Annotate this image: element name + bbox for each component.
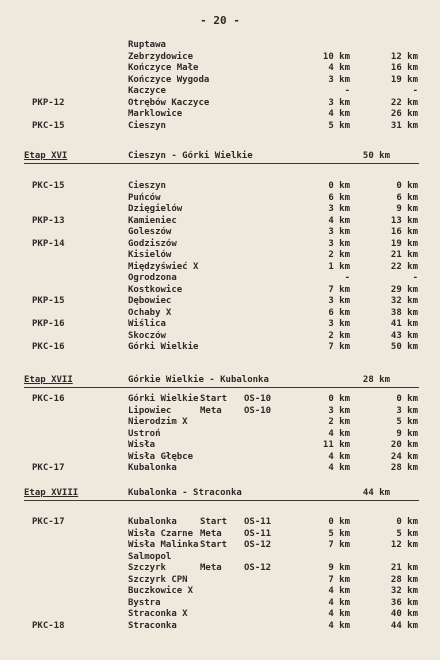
place-name: Kubalonka bbox=[128, 517, 177, 527]
itinerary-row bbox=[0, 452, 440, 463]
segment-distance: 6 km bbox=[328, 192, 350, 203]
place-name: Międzyświeć X bbox=[128, 261, 199, 272]
stage-rule bbox=[24, 387, 419, 388]
stage-label: Etap XVIII bbox=[24, 488, 79, 498]
segment-distance: 7 km bbox=[328, 574, 350, 585]
place-name: Ochaby X bbox=[128, 307, 172, 318]
segment-distance: 4 km bbox=[328, 597, 350, 608]
place-name: Otrębów Kaczyce bbox=[128, 97, 210, 108]
place-name: Goleszów bbox=[128, 227, 172, 237]
segment-distance: 2 km bbox=[328, 417, 350, 427]
segment-distance: 11 km bbox=[322, 440, 350, 450]
stage-route: Cieszyn - Górki Wielkie bbox=[128, 151, 253, 161]
segment-distance: 3 km bbox=[328, 204, 350, 214]
itinerary-row bbox=[0, 285, 440, 296]
stage-route: Kubalonka - Straconka bbox=[128, 488, 242, 498]
stage-marker: Start bbox=[200, 540, 228, 550]
special-stage-code: OS-12 bbox=[244, 563, 272, 573]
stage-marker: Start bbox=[200, 394, 228, 404]
stage-route: Górkie Wielkie - Kubalonka bbox=[128, 375, 269, 385]
place-name: Ustroń bbox=[128, 428, 161, 439]
segment-distance: 6 km bbox=[328, 307, 350, 318]
itinerary-row bbox=[0, 109, 440, 120]
cumulative-distance: 13 km bbox=[390, 215, 418, 226]
segment-distance: 4 km bbox=[328, 620, 350, 631]
itinerary-row bbox=[0, 575, 440, 586]
place-name: Kończyce Wygoda bbox=[128, 74, 210, 85]
cumulative-distance: 6 km bbox=[396, 192, 418, 203]
stage-header bbox=[0, 150, 440, 162]
checkpoint-code: PKC-15 bbox=[32, 120, 65, 131]
cumulative-distance: 5 km bbox=[396, 528, 418, 539]
segment-distance: 3 km bbox=[328, 97, 350, 108]
segment-distance: 2 km bbox=[328, 250, 350, 260]
stage-rule bbox=[24, 163, 419, 164]
segment-distance: - bbox=[344, 86, 350, 96]
itinerary-row bbox=[0, 273, 440, 284]
itinerary-row bbox=[0, 586, 440, 597]
cumulative-distance: 0 km bbox=[396, 394, 418, 404]
itinerary-row bbox=[0, 227, 440, 238]
segment-distance: 4 km bbox=[328, 109, 350, 119]
cumulative-distance: 16 km bbox=[390, 227, 418, 237]
cumulative-distance: 21 km bbox=[390, 563, 418, 573]
place-name: Buczkowice X bbox=[128, 586, 194, 596]
segment-distance: 5 km bbox=[328, 120, 350, 131]
segment-distance: 1 km bbox=[328, 261, 350, 272]
place-name: Dzięgielów bbox=[128, 204, 183, 214]
itinerary-row bbox=[0, 63, 440, 74]
cumulative-distance: 50 km bbox=[390, 342, 418, 352]
itinerary-row bbox=[0, 193, 440, 204]
place-name: Godziszów bbox=[128, 238, 177, 249]
place-name: Kaczyce bbox=[128, 86, 166, 96]
stage-marker: Start bbox=[200, 517, 228, 527]
segment-distance: 3 km bbox=[328, 238, 350, 249]
special-stage-code: OS-11 bbox=[244, 517, 272, 527]
itinerary-row bbox=[0, 342, 440, 353]
stage-marker: Meta bbox=[200, 563, 222, 573]
stage-label: Etap XVII bbox=[24, 375, 73, 385]
cumulative-distance: 21 km bbox=[390, 250, 418, 260]
itinerary-row bbox=[0, 563, 440, 574]
cumulative-distance: 40 km bbox=[390, 609, 418, 619]
checkpoint-code: PKP-12 bbox=[32, 97, 65, 108]
segment-distance: 4 km bbox=[328, 609, 350, 619]
cumulative-distance: 22 km bbox=[390, 261, 418, 272]
segment-distance: 3 km bbox=[328, 296, 350, 306]
page-number: - 20 - bbox=[200, 14, 240, 27]
place-name: Dębowiec bbox=[128, 296, 172, 306]
checkpoint-code: PKC-16 bbox=[32, 394, 65, 404]
itinerary-row bbox=[0, 429, 440, 440]
segment-distance: 3 km bbox=[328, 74, 350, 85]
cumulative-distance: 12 km bbox=[390, 51, 418, 62]
stage-length: 28 km bbox=[362, 375, 390, 385]
itinerary-row bbox=[0, 308, 440, 319]
segment-distance: 4 km bbox=[328, 63, 350, 73]
cumulative-distance: - bbox=[412, 86, 418, 96]
checkpoint-code: PKP-15 bbox=[32, 296, 65, 306]
place-name: Cieszyn bbox=[128, 120, 166, 131]
special-stage-code: OS-10 bbox=[244, 405, 272, 416]
cumulative-distance: 43 km bbox=[390, 330, 418, 341]
itinerary-row bbox=[0, 598, 440, 609]
place-name: Kostkowice bbox=[128, 284, 183, 295]
checkpoint-code: PKC-15 bbox=[32, 181, 65, 191]
place-name: Górki Wielkie bbox=[128, 394, 199, 404]
segment-distance: 3 km bbox=[328, 227, 350, 237]
place-name: Kisielów bbox=[128, 250, 172, 260]
checkpoint-code: PKC-16 bbox=[32, 342, 65, 352]
stage-marker: Meta bbox=[200, 405, 222, 416]
cumulative-distance: 12 km bbox=[390, 540, 418, 550]
cumulative-distance: 28 km bbox=[390, 574, 418, 585]
place-name: Nierodzim X bbox=[128, 417, 188, 427]
itinerary-row bbox=[0, 540, 440, 551]
checkpoint-code: PKC-17 bbox=[32, 463, 65, 473]
itinerary-row bbox=[0, 204, 440, 215]
place-name: Wisła Czarne bbox=[128, 528, 194, 539]
itinerary-row bbox=[0, 216, 440, 227]
itinerary-row bbox=[0, 394, 440, 405]
cumulative-distance: 31 km bbox=[390, 120, 418, 131]
cumulative-distance: 36 km bbox=[390, 597, 418, 608]
itinerary-row bbox=[0, 98, 440, 109]
segment-distance: 0 km bbox=[328, 181, 350, 191]
cumulative-distance: 3 km bbox=[396, 405, 418, 416]
checkpoint-code: PKP-13 bbox=[32, 215, 65, 226]
itinerary-row bbox=[0, 529, 440, 540]
stage-marker: Meta bbox=[200, 528, 222, 539]
itinerary-row bbox=[0, 331, 440, 342]
place-name: Wisła Malinka bbox=[128, 540, 199, 550]
stage-label: Etap XVI bbox=[24, 151, 68, 161]
stage-length: 50 km bbox=[362, 151, 390, 161]
cumulative-distance: 28 km bbox=[390, 463, 418, 473]
place-name: Salmopol bbox=[128, 551, 172, 562]
segment-distance: - bbox=[344, 273, 350, 283]
segment-distance: 5 km bbox=[328, 528, 350, 539]
segment-distance: 9 km bbox=[328, 563, 350, 573]
place-name: Wiślica bbox=[128, 319, 166, 329]
place-name: Puńców bbox=[128, 192, 161, 203]
segment-distance: 10 km bbox=[322, 51, 350, 62]
checkpoint-code: PKC-18 bbox=[32, 620, 65, 631]
segment-distance: 4 km bbox=[328, 215, 350, 226]
itinerary-row bbox=[0, 517, 440, 528]
checkpoint-code: PKC-17 bbox=[32, 517, 65, 527]
segment-distance: 4 km bbox=[328, 463, 350, 473]
itinerary-row bbox=[0, 406, 440, 417]
segment-distance: 7 km bbox=[328, 540, 350, 550]
itinerary-row bbox=[0, 621, 440, 632]
cumulative-distance: 5 km bbox=[396, 417, 418, 427]
itinerary-row bbox=[0, 262, 440, 273]
segment-distance: 2 km bbox=[328, 330, 350, 341]
stage-length: 44 km bbox=[362, 488, 390, 498]
cumulative-distance: 29 km bbox=[390, 284, 418, 295]
itinerary-row bbox=[0, 552, 440, 563]
place-name: Ruptawa bbox=[128, 40, 166, 50]
segment-distance: 7 km bbox=[328, 284, 350, 295]
cumulative-distance: 32 km bbox=[390, 586, 418, 596]
cumulative-distance: 22 km bbox=[390, 97, 418, 108]
place-name: Marklowice bbox=[128, 109, 183, 119]
cumulative-distance: 24 km bbox=[390, 451, 418, 462]
place-name: Zebrzydowice bbox=[128, 51, 194, 62]
segment-distance: 4 km bbox=[328, 428, 350, 439]
cumulative-distance: 16 km bbox=[390, 63, 418, 73]
place-name: Kubalonka bbox=[128, 463, 177, 473]
cumulative-distance: 26 km bbox=[390, 109, 418, 119]
itinerary-row bbox=[0, 52, 440, 63]
cumulative-distance: 44 km bbox=[390, 620, 418, 631]
stage-header bbox=[0, 487, 440, 499]
place-name: Skoczów bbox=[128, 330, 166, 341]
segment-distance: 4 km bbox=[328, 586, 350, 596]
itinerary-row bbox=[0, 319, 440, 330]
segment-distance: 3 km bbox=[328, 319, 350, 329]
cumulative-distance: 38 km bbox=[390, 307, 418, 318]
itinerary-row bbox=[0, 75, 440, 86]
itinerary-row bbox=[0, 181, 440, 192]
cumulative-distance: 9 km bbox=[396, 204, 418, 214]
place-name: Straconka bbox=[128, 620, 177, 631]
itinerary-row bbox=[0, 440, 440, 451]
itinerary-row bbox=[0, 417, 440, 428]
place-name: Szczyrk CPN bbox=[128, 574, 188, 585]
place-name: Lipowiec bbox=[128, 405, 172, 416]
place-name: Kończyce Małe bbox=[128, 63, 199, 73]
cumulative-distance: 32 km bbox=[390, 296, 418, 306]
segment-distance: 4 km bbox=[328, 451, 350, 462]
cumulative-distance: 19 km bbox=[390, 238, 418, 249]
place-name: Straconka X bbox=[128, 609, 188, 619]
place-name: Ogrodzona bbox=[128, 273, 177, 283]
segment-distance: 3 km bbox=[328, 405, 350, 416]
checkpoint-code: PKP-14 bbox=[32, 238, 65, 249]
place-name: Kamieniec bbox=[128, 215, 177, 226]
special-stage-code: OS-11 bbox=[244, 528, 272, 539]
itinerary-row bbox=[0, 121, 440, 132]
cumulative-distance: 41 km bbox=[390, 319, 418, 329]
itinerary-row bbox=[0, 86, 440, 97]
place-name: Bystra bbox=[128, 597, 161, 608]
stage-header bbox=[0, 374, 440, 386]
itinerary-row bbox=[0, 609, 440, 620]
checkpoint-code: PKP-16 bbox=[32, 319, 65, 329]
segment-distance: 0 km bbox=[328, 394, 350, 404]
place-name: Górki Wielkie bbox=[128, 342, 199, 352]
itinerary-row bbox=[0, 239, 440, 250]
cumulative-distance: 9 km bbox=[396, 428, 418, 439]
cumulative-distance: 0 km bbox=[396, 517, 418, 527]
cumulative-distance: 19 km bbox=[390, 74, 418, 85]
cumulative-distance: 0 km bbox=[396, 181, 418, 191]
cumulative-distance: 20 km bbox=[390, 440, 418, 450]
segment-distance: 7 km bbox=[328, 342, 350, 352]
special-stage-code: OS-12 bbox=[244, 540, 272, 550]
place-name: Szczyrk bbox=[128, 563, 166, 573]
place-name: Wisła bbox=[128, 440, 156, 450]
place-name: Cieszyn bbox=[128, 181, 166, 191]
place-name: Wisła Głębce bbox=[128, 451, 194, 462]
itinerary-row bbox=[0, 296, 440, 307]
special-stage-code: OS-10 bbox=[244, 394, 272, 404]
segment-distance: 0 km bbox=[328, 517, 350, 527]
itinerary-row bbox=[0, 250, 440, 261]
stage-rule bbox=[24, 500, 419, 501]
cumulative-distance: - bbox=[412, 273, 418, 283]
itinerary-row bbox=[0, 463, 440, 474]
itinerary-row bbox=[0, 40, 440, 51]
